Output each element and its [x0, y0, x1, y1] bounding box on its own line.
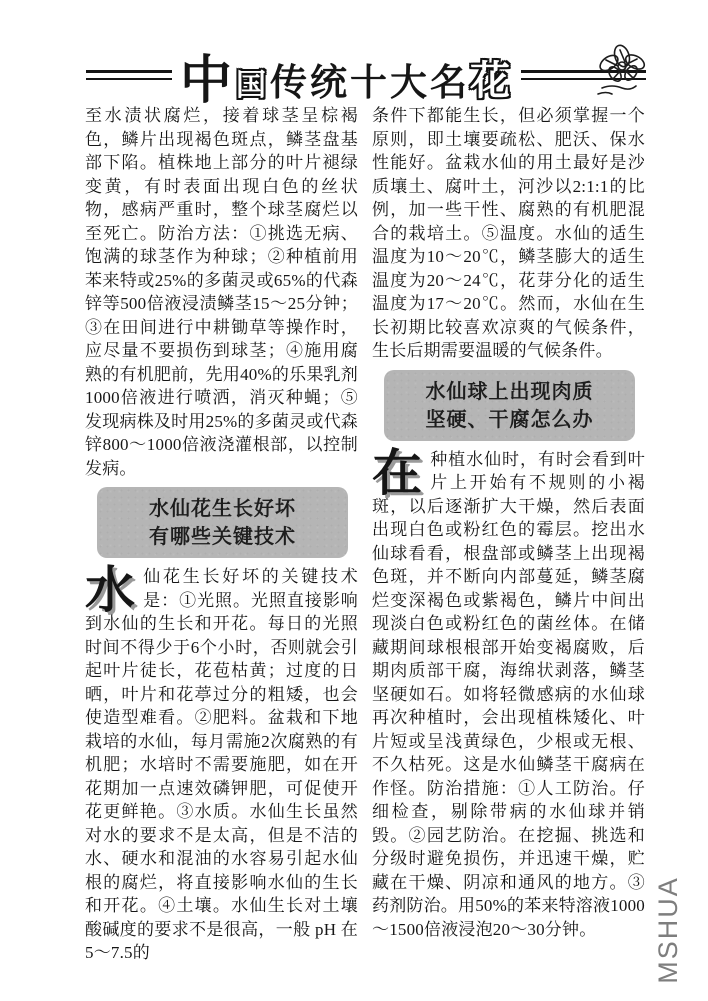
left-paragraph-bulb-rot: 至水渍状腐烂，接着球茎呈棕褐色，鳞片出现褐色斑点，鳞茎盘基部下陷。植株地上部分的叶片褪绿变黄，有时表面出现白色的丝状物，感病严重时，整个球茎腐烂以至死亡。防治方法：①挑选无病、饱满的球茎作为种球；②种植前用苯来特或25%的多菌灵或65%的代森锌等500倍液浸渍鳞茎15～25分钟；③在田间进行中耕锄草等操作时，应尽量不要损伤到球茎；④施用腐熟的有机肥前，先用40%的乐果乳剂1000倍液进行喷洒，消灭种蝇；⑤发现病株及时用25%的多菌灵或代森锌800～1000倍液浇灌根部，以控制发病。: [85, 106, 358, 478]
dropcap-shui: 水: [85, 562, 136, 618]
heading-line-1: 水仙花生长好坏: [149, 498, 296, 520]
dropcap-zai: 在: [372, 444, 423, 501]
heading-line-1: 水仙球上出现肉质: [425, 380, 594, 403]
title-char-hua: 花: [470, 59, 514, 103]
heading-line-2: 有哪些关键技术: [149, 526, 296, 548]
left-column: [85, 104, 358, 965]
right-paragraph-dry-rot-text: 种植水仙时，有时会看到叶片上开始有不规则的小褐斑，以后逐渐扩大干燥，然后表面出现白色或粉红色的霉层。挖出水仙球看看，根盘部或鳞茎上出现褐色斑，并不断向内部蔓延，鳞茎腐烂变深褐色或紫褐色，鳞片中间出现淡白色或粉红色的菌丝体。在储藏期间球根根部开始变褐腐败，后期肉质部干腐，海绵状剥落，鳞茎坚硬如石。如将轻微感病的水仙球再次种植时，会出现植株矮化、叶片短或呈浅黄绿色，少根或无根、不久枯死。这是水仙鳞茎干腐病在作怪。防治措施：①人工防治。仔细检查，剔除带病的水仙球并销毁。②园艺防治。在挖掘、挑选和分级时避免损伤，并迅速干燥，贮藏在干燥、阴凉和通风的地方。③药剂防治。用50%的苯来特溶液1000～1500倍液浸泡20～30分钟。: [372, 449, 645, 939]
title-char-guo: 国: [236, 69, 270, 102]
section-heading-growth-techniques: [97, 487, 348, 558]
text-columns: [85, 104, 645, 965]
title-char-zhong: 中: [180, 52, 236, 110]
heading-line-2: 坚硬、干腐怎么办: [425, 408, 594, 431]
watermark-mshua: MSHUA: [653, 876, 683, 984]
page-header: [86, 46, 646, 110]
section-heading-dry-rot: [384, 370, 635, 441]
right-paragraph-dry-rot-treatment: [372, 444, 645, 942]
book-series-title: [172, 49, 521, 110]
left-paragraph-key-techniques: [85, 562, 358, 965]
right-paragraph-soil-temperature: 条件下都能生长，但必须掌握一个原则，即土壤要疏松、肥沃、保水性能好。盆栽水仙的用土最好是沙质壤土、腐叶土，河沙以2:1:1的比例，加一些干性、腐熟的有机肥混合的栽培土。⑤温度。水仙的适生温度为10～20℃，鳞茎膨大的适生温度为20～24℃，花芽分化的适生温度为17～20℃。然而，水仙在生长初期比较喜欢凉爽的气候条件，生长后期需要温暖的气候条件。: [372, 106, 645, 360]
title-mid-chars: 传统十大名: [270, 62, 471, 103]
left-paragraph-key-techniques-text: 仙花生长好坏的关键技术是：①光照。光照直接影响到水仙的生长和开花。每日的光照时间不得少于6个小时，否则就会引起叶片徒长，花苞枯黄；过度的日晒，叶片和花葶过分的粗矮，也会使造型难看。②肥料。盆栽和下地栽培的水仙，每月需施2次腐熟的有机肥；水培时不需要施肥，如在开花期加一点速效磷钾肥，可促使开花更鲜艳。③水质。水仙生长虽然对水的要求不是太高，但是不洁的水、硬水和混油的水容易引起水仙根的腐烂，将直接影响水仙的生长和开花。④土壤。水仙生长对土壤酸碱度的要求不是很高，一般 pH 在5～7.5的: [85, 567, 358, 962]
right-column: [372, 104, 645, 965]
header-rule-left: [86, 70, 172, 80]
narcissus-sketch-icon: [582, 38, 660, 102]
